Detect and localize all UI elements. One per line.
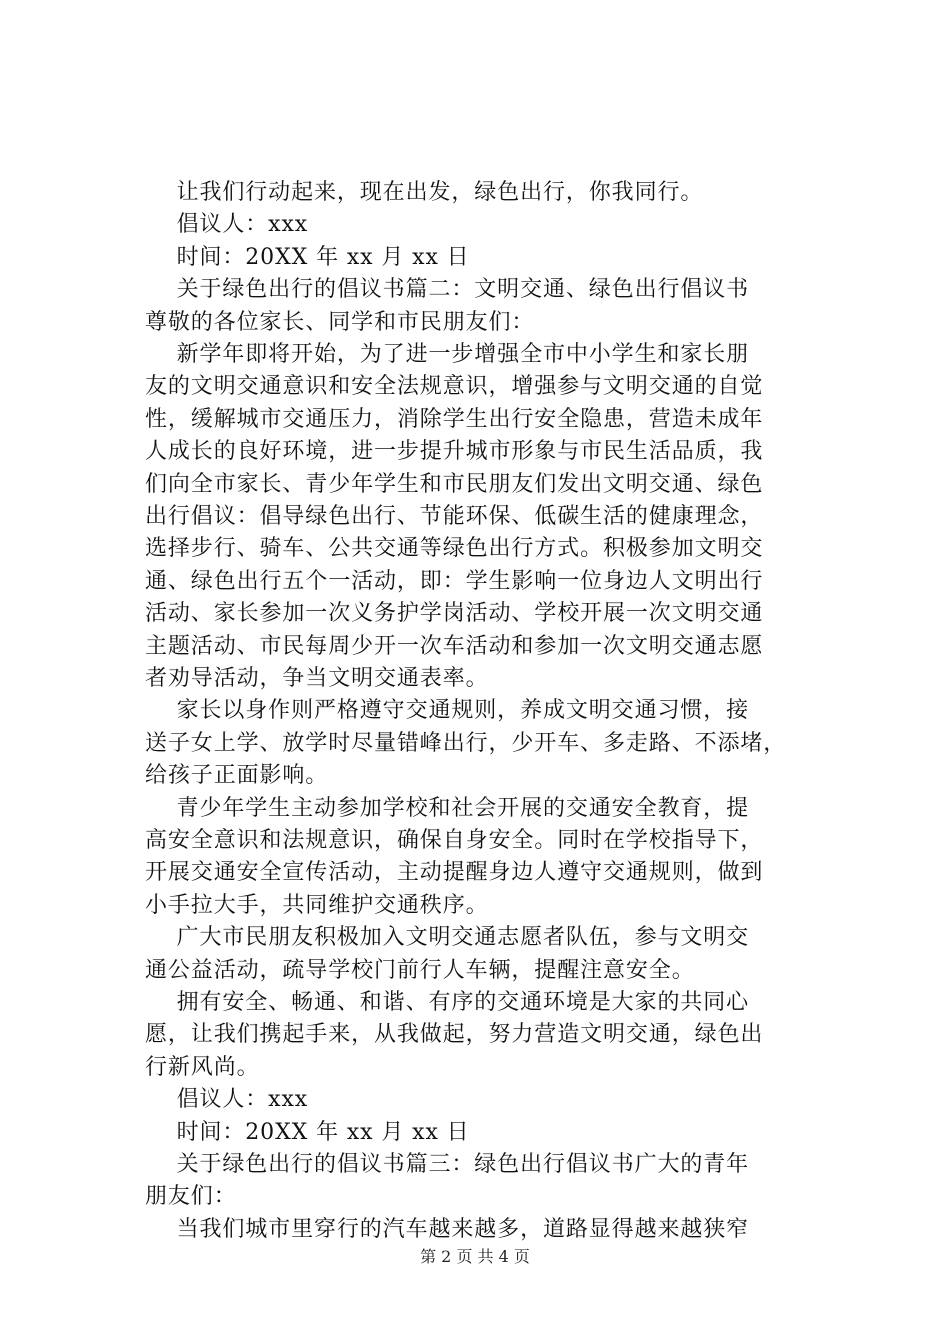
text-line: 出行倡议：倡导绿色出行、节能环保、低碳生活的健康理念， xyxy=(145,504,764,529)
text-line: 高安全意识和法规意识，确保自身安全。同时在学校指导下， xyxy=(145,828,764,853)
text-line: 当我们城市里穿行的汽车越来越多，道路显得越来越狭窄 xyxy=(145,1216,750,1242)
page-footer: 第 2 页 共 4 页 xyxy=(420,1247,530,1266)
text-line: 让我们行动起来，现在出发，绿色出行，你我同行。 xyxy=(145,180,704,205)
text-line: 通公益活动，疏导学校门前行人车辆，提醒注意安全。 xyxy=(145,957,695,983)
text-line: 开展交通安全宣传活动，主动提醒身边人遵守交通规则，做到 xyxy=(145,860,764,886)
text-line: 朋友们： xyxy=(145,1184,237,1210)
text-line: 拥有安全、畅通、和谐、有序的交通环境是大家的共同心 xyxy=(145,990,750,1015)
text-line: 尊敬的各位家长、同学和市民朋友们： xyxy=(145,309,535,335)
text-line: 活动、家长参加一次义务护学岗活动、学校开展一次文明交通 xyxy=(145,601,764,627)
text-line: 关于绿色出行的倡议书篇三：绿色出行倡议书广大的青年 xyxy=(145,1152,750,1177)
text-line: 关于绿色出行的倡议书篇二：文明交通、绿色出行倡议书 xyxy=(145,277,750,303)
text-line: 青少年学生主动参加学校和社会开展的交通安全教育，提 xyxy=(145,795,750,821)
text-line: 人成长的良好环境，进一步提升城市形象与市民生活品质，我 xyxy=(145,439,764,465)
text-line: 新学年即将开始，为了进一步增强全市中小学生和家长朋 xyxy=(145,342,750,367)
text-line: 者劝导活动，争当文明交通表率。 xyxy=(145,666,489,691)
text-line: 时间：20XX 年 xx 月 xx 日 xyxy=(145,1119,470,1145)
text-line: 倡议人：xxx xyxy=(145,1087,309,1113)
text-line: 给孩子正面影响。 xyxy=(145,763,329,789)
text-line: 性，缓解城市交通压力，消除学生出行安全隐患，营造未成年 xyxy=(145,406,764,432)
text-line: 小手拉大手，共同维护交通秩序。 xyxy=(145,892,489,918)
text-line: 送子女上学、放学时尽量错峰出行，少开车、多走路、不添堵， xyxy=(145,730,787,756)
text-line: 时间：20XX 年 xx 月 xx 日 xyxy=(145,244,470,270)
text-line: 们向全市家长、青少年学生和市民朋友们发出文明交通、绿色 xyxy=(145,471,764,497)
text-line: 通、绿色出行五个一活动，即：学生影响一位身边人文明出行 xyxy=(145,568,764,594)
text-line: 选择步行、骑车、公共交通等绿色出行方式。积极参加文明交 xyxy=(145,536,764,562)
text-line: 广大市民朋友积极加入文明交通志愿者队伍，参与文明交 xyxy=(145,925,750,951)
text-line: 行新风尚。 xyxy=(145,1054,260,1080)
text-line: 友的文明交通意识和安全法规意识，增强参与文明交通的自觉 xyxy=(145,374,764,400)
text-line: 家长以身作则严格遵守交通规则，养成文明交通习惯，接 xyxy=(145,698,750,724)
text-line: 愿，让我们携起手来，从我做起，努力营造文明交通，绿色出 xyxy=(145,1022,764,1048)
text-line: 倡议人：xxx xyxy=(145,212,309,238)
text-line: 主题活动、市民每周少开一次车活动和参加一次文明交通志愿 xyxy=(145,633,764,659)
